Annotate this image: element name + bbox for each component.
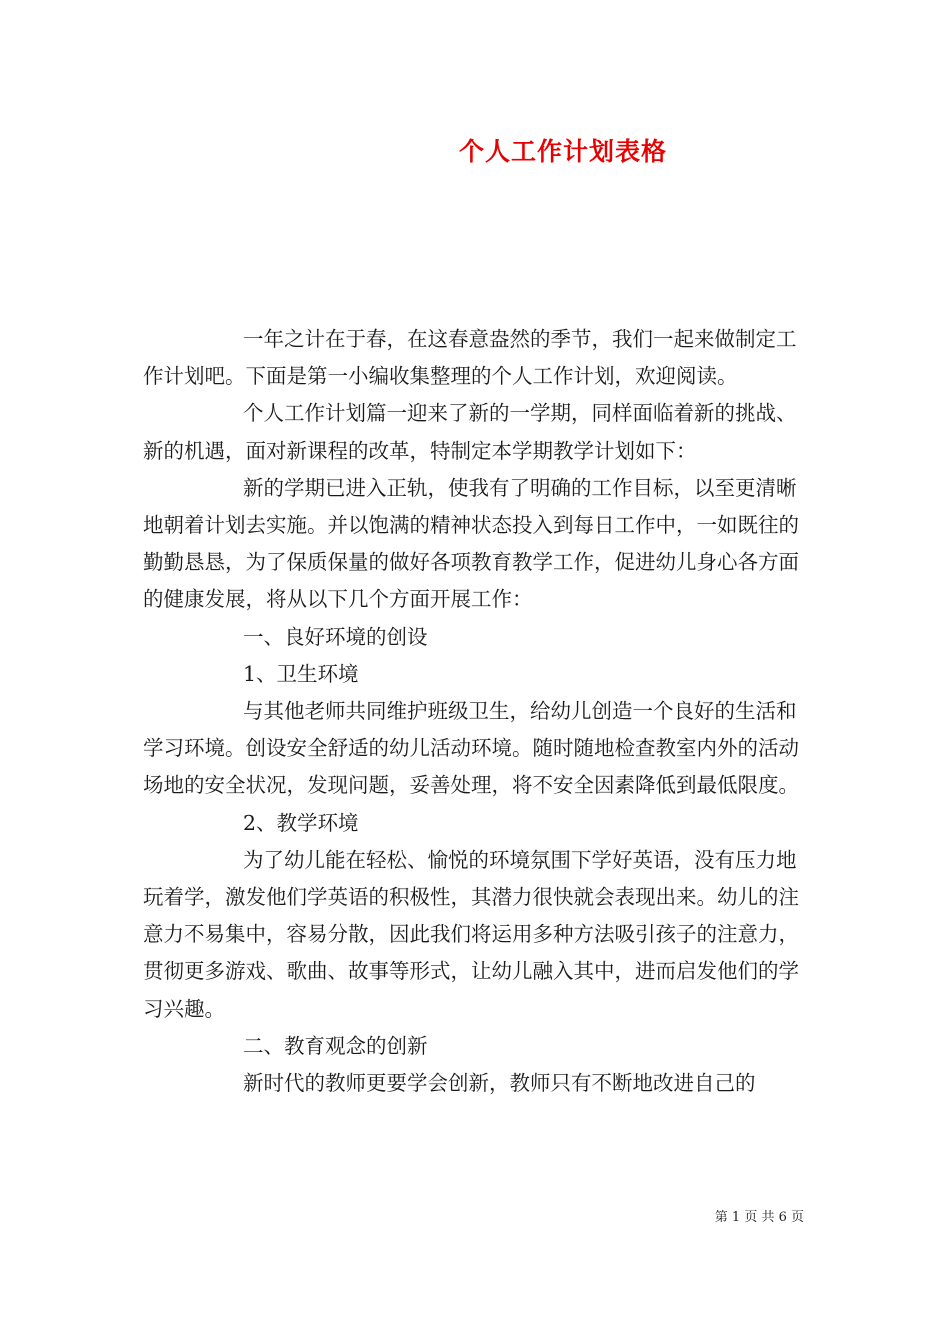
page-number-footer: 第 1 页 共 6 页	[714, 1210, 804, 1225]
paragraph-new-semester: 新的学期已进入正轨，使我有了明确的工作目标，以至更清晰地朝着计划去实施。并以饱满的精神状态投入到每日工作中，一如既往的勤勤恳恳，为了保质保量的做好各项教育教学工作，促进幼儿身心各方面的健康发展，将从以下几个方面开展工作：	[143, 475, 799, 612]
paragraph-hygiene: 与其他老师共同维护班级卫生，给幼儿创造一个良好的生活和学习环境。创设安全舒适的幼儿活动环境。随时随地检查教室内外的活动场地的安全状况，发现问题，妥善处理，将不安全因素降低到最低限度。	[143, 699, 799, 798]
paragraph-plan-one: 个人工作计划篇一迎来了新的一学期，同样面临着新的挑战、新的机遇，面对新课程的改革，特制定本学期教学计划如下：	[143, 401, 797, 463]
paragraph-intro: 一年之计在于春，在这春意盎然的季节，我们一起来做制定工作计划吧。下面是第一小编收集整理的个人工作计划，欢迎阅读。	[143, 327, 797, 389]
paragraph-teaching: 为了幼儿能在轻松、愉悦的环境氛围下学好英语，没有压力地玩着学，激发他们学英语的积极性，其潜力很快就会表现出来。幼儿的注意力不易集中，容易分散，因此我们将运用多种方法吸引孩子的注意力，贯彻更多游戏、歌曲、故事等形式，让幼儿融入其中，进而启发他们的学习兴趣。	[143, 847, 799, 1021]
subheading-hygiene: 1、卫生环境	[243, 661, 359, 686]
subheading-teaching: 2、教学环境	[243, 810, 359, 835]
paragraph-innovation: 新时代的教师更要学会创新，教师只有不断地改进自己的	[243, 1071, 756, 1096]
document-title: 个人工作计划表格	[458, 137, 667, 166]
section-heading-innovation: 二、教育观念的创新	[243, 1033, 428, 1058]
section-heading-environment: 一、良好环境的创设	[243, 624, 428, 649]
document-body	[143, 321, 813, 1102]
